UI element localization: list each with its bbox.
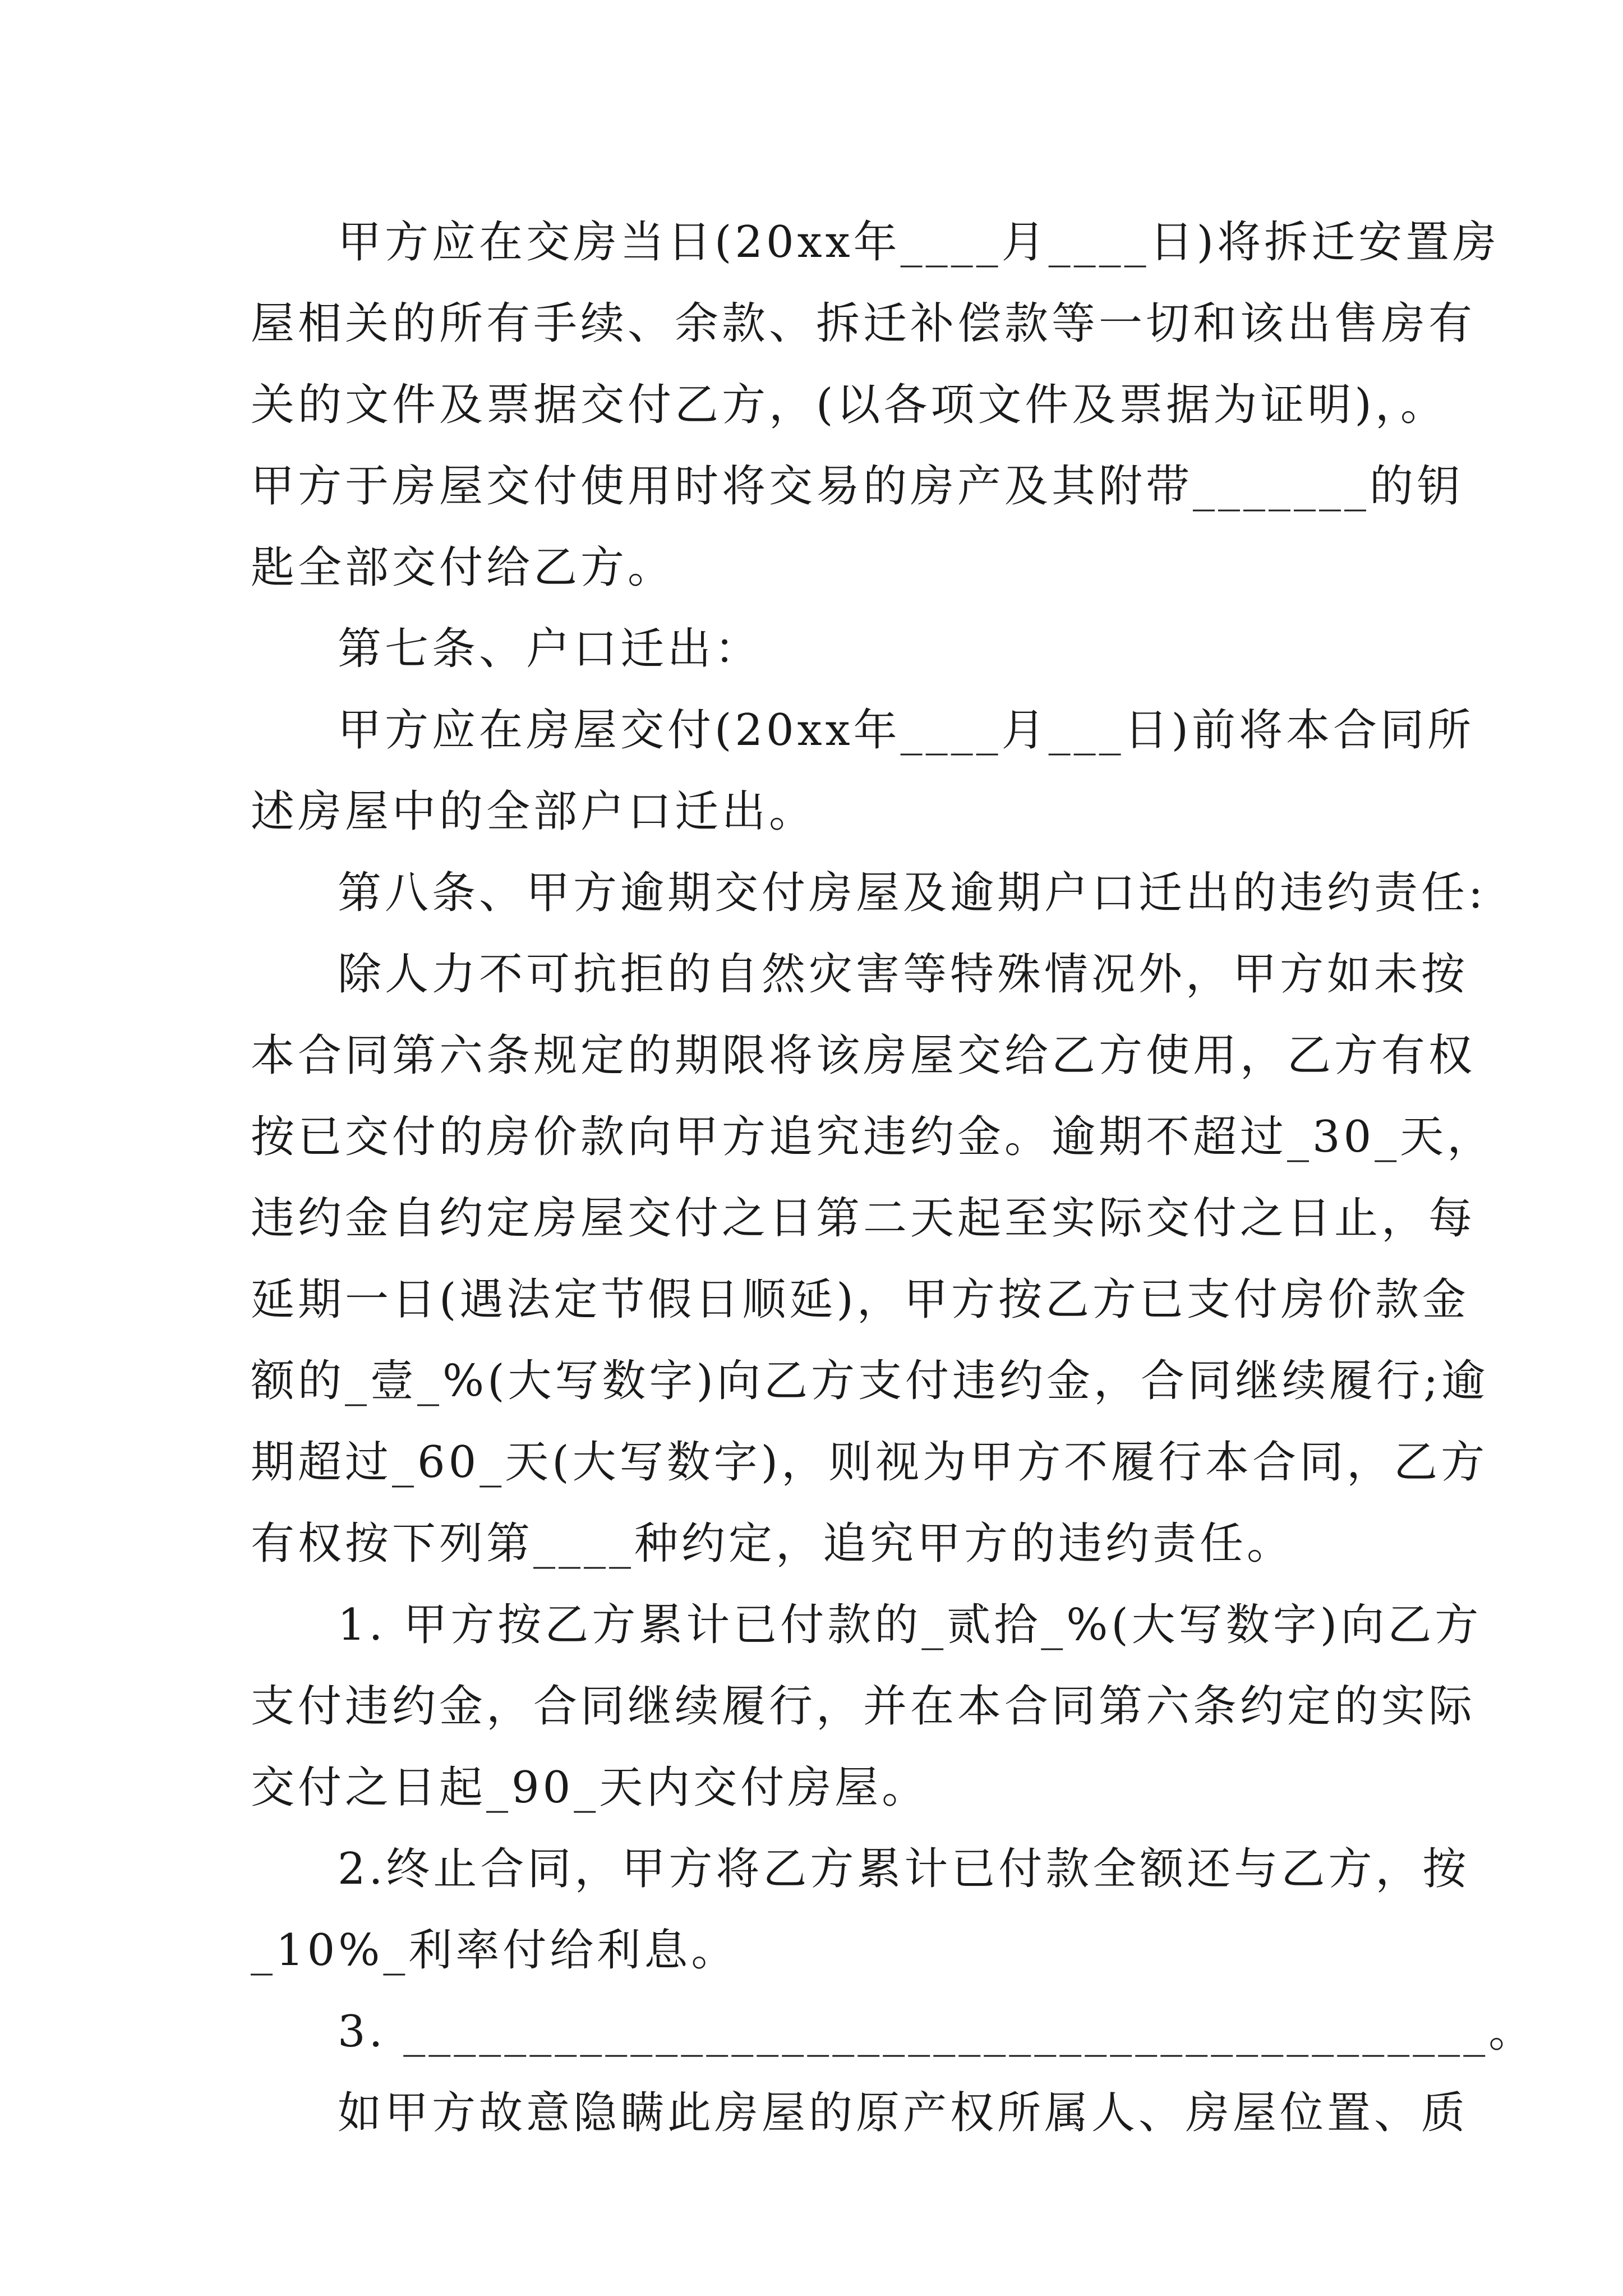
paragraph-line: 违约金自约定房屋交付之日第二天起至实际交付之日止，每 bbox=[251, 1193, 1476, 1244]
section-heading: 第七条、户口迁出： bbox=[338, 624, 762, 674]
paragraph-line: 匙全部交付给乙方。 bbox=[251, 542, 675, 593]
paragraph-line: 期超过_60_天(大写数字)，则视为甲方不履行本合同，乙方 bbox=[251, 1437, 1488, 1488]
list-item-line: 2.终止合同，甲方将乙方累计已付款全额还与乙方，按 bbox=[338, 1844, 1470, 1894]
paragraph-line: 额的_壹_%(大写数字)向乙方支付违约金，合同继续履行;逾 bbox=[251, 1356, 1489, 1406]
paragraph-line: 屋相关的所有手续、余款、拆迁补偿款等一切和该出售房有 bbox=[251, 298, 1476, 349]
list-item-line: 1. 甲方按乙方累计已付款的_贰拾_%(大写数字)向乙方 bbox=[338, 1600, 1482, 1650]
paragraph-line: 甲方于房屋交付使用时将交易的房产及其附带_______的钥 bbox=[251, 461, 1464, 512]
section-heading: 第八条、甲方逾期交付房屋及逾期户口迁出的违约责任: bbox=[338, 868, 1487, 918]
list-item-line: 支付违约金，合同继续履行，并在本合同第六条约定的实际 bbox=[251, 1681, 1476, 1732]
paragraph-line: 述房屋中的全部户口迁出。 bbox=[251, 786, 817, 837]
paragraph-line: 本合同第六条规定的期限将该房屋交给乙方使用，乙方有权 bbox=[251, 1030, 1476, 1081]
list-item-line: _10%_利率付给利息。 bbox=[251, 1925, 739, 1976]
paragraph-line: 除人力不可抗拒的自然灾害等特殊情况外，甲方如未按 bbox=[338, 949, 1469, 1000]
paragraph-line: 甲方应在交房当日(20xx年____月____日)将拆迁安置房 bbox=[338, 217, 1500, 268]
paragraph-line: 如甲方故意隐瞒此房屋的原产权所属人、房屋位置、质 bbox=[338, 2088, 1469, 2138]
paragraph-line: 有权按下列第____种约定，追究甲方的违约责任。 bbox=[251, 1519, 1294, 1569]
paragraph-line: 延期一日(遇法定节假日顺延)，甲方按乙方已支付房价款金 bbox=[251, 1274, 1469, 1325]
list-item-line: 3. ___________________________________________。 bbox=[338, 2007, 1536, 2057]
paragraph-line: 关的文件及票据交付乙方，(以各项文件及票据为证明)，。 bbox=[251, 380, 1447, 430]
paragraph-line: 按已交付的房价款向甲方追究违约金。逾期不超过_30_天， bbox=[251, 1112, 1495, 1162]
paragraph-line: 甲方应在房屋交付(20xx年____月___日)前将本合同所 bbox=[338, 705, 1475, 756]
list-item-line: 交付之日起_90_天内交付房屋。 bbox=[251, 1763, 929, 1813]
